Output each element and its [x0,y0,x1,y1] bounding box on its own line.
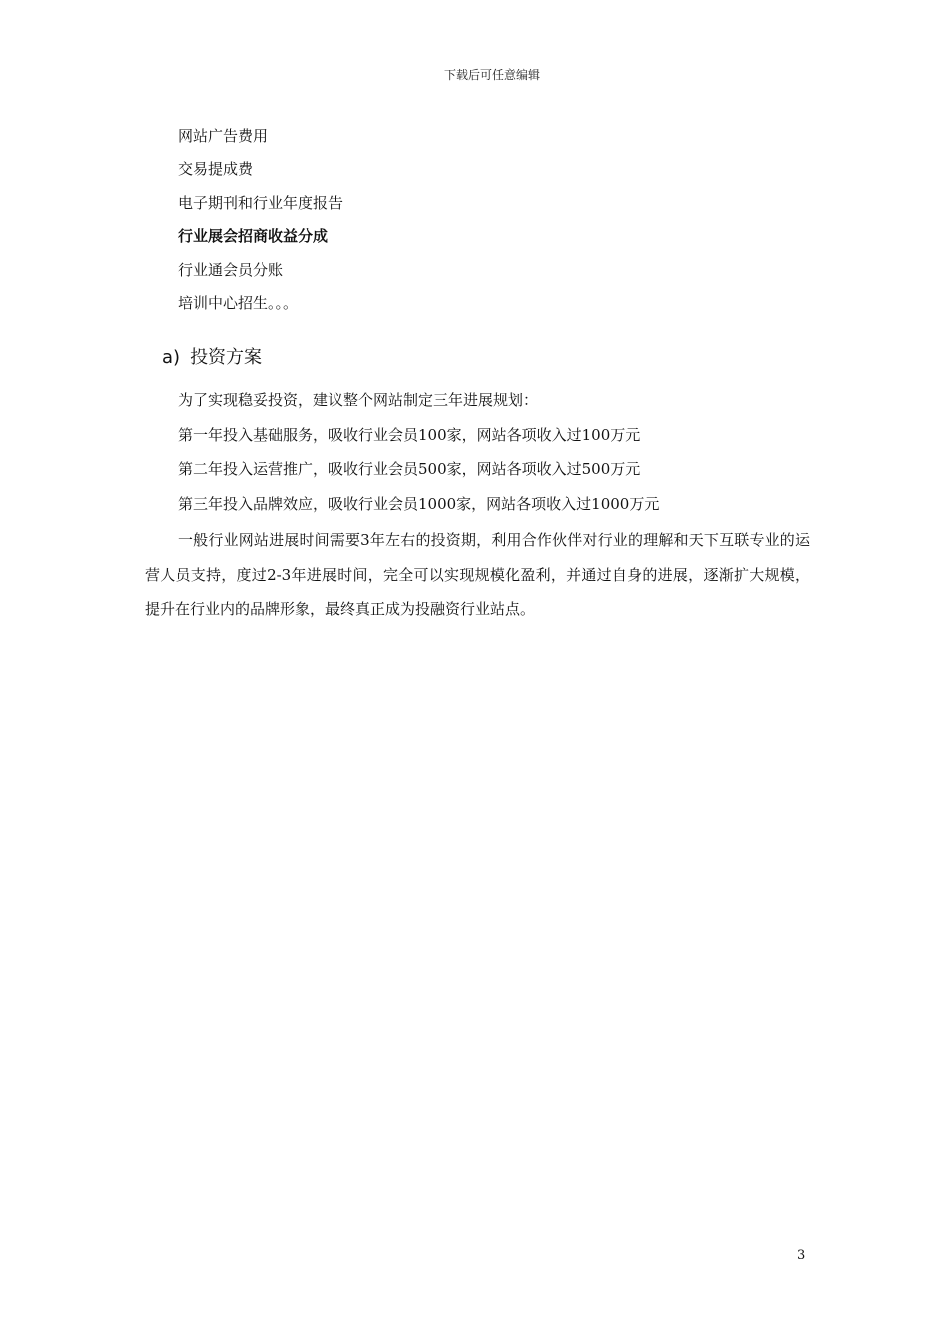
revenue-list [178,124,343,324]
list-item: 网站广告费用 [178,127,269,145]
list-item: 行业通会员分账 [178,260,284,279]
list-item: 交易提成费 [178,160,254,179]
list-item: 电子期刊和行业年度报告 [178,193,344,212]
plan-line: 第二年投入运营推广，吸收行业会员500家，网站各项收入过500万元 [178,460,641,478]
plan-line: 第三年投入品牌效应，吸收行业会员1000家，网站各项收入过1000万元 [178,494,660,513]
list-item: 培训中心招生。。。 [178,293,299,312]
section-number: a) [162,347,181,368]
section-heading [162,343,262,369]
plan-line: 第一年投入基础服务，吸收行业会员100家，网站各项收入过100万元 [178,425,641,444]
section-title: 投资方案 [190,347,263,368]
plan-list [178,388,659,526]
plan-line: 为了实现稳妥投资，建议整个网站制定三年进展规划： [178,391,539,409]
page-header: 下载后可任意编辑 [443,68,540,82]
body-paragraph: 一般行业网站进展时间需要3年左右的投资期，利用合作伙伴对行业的理解和天下互联专业的运营人员支持，度过2-3年进展时间，完全可以实现规模化盈利，并通过自身的进展，逐渐扩大规模，提升在行业内的品牌形象，最终真正成为投融资行业站点。 [145,531,810,618]
page-number: 3 [797,1248,806,1263]
list-item: 行业展会招商收益分成 [178,227,329,246]
